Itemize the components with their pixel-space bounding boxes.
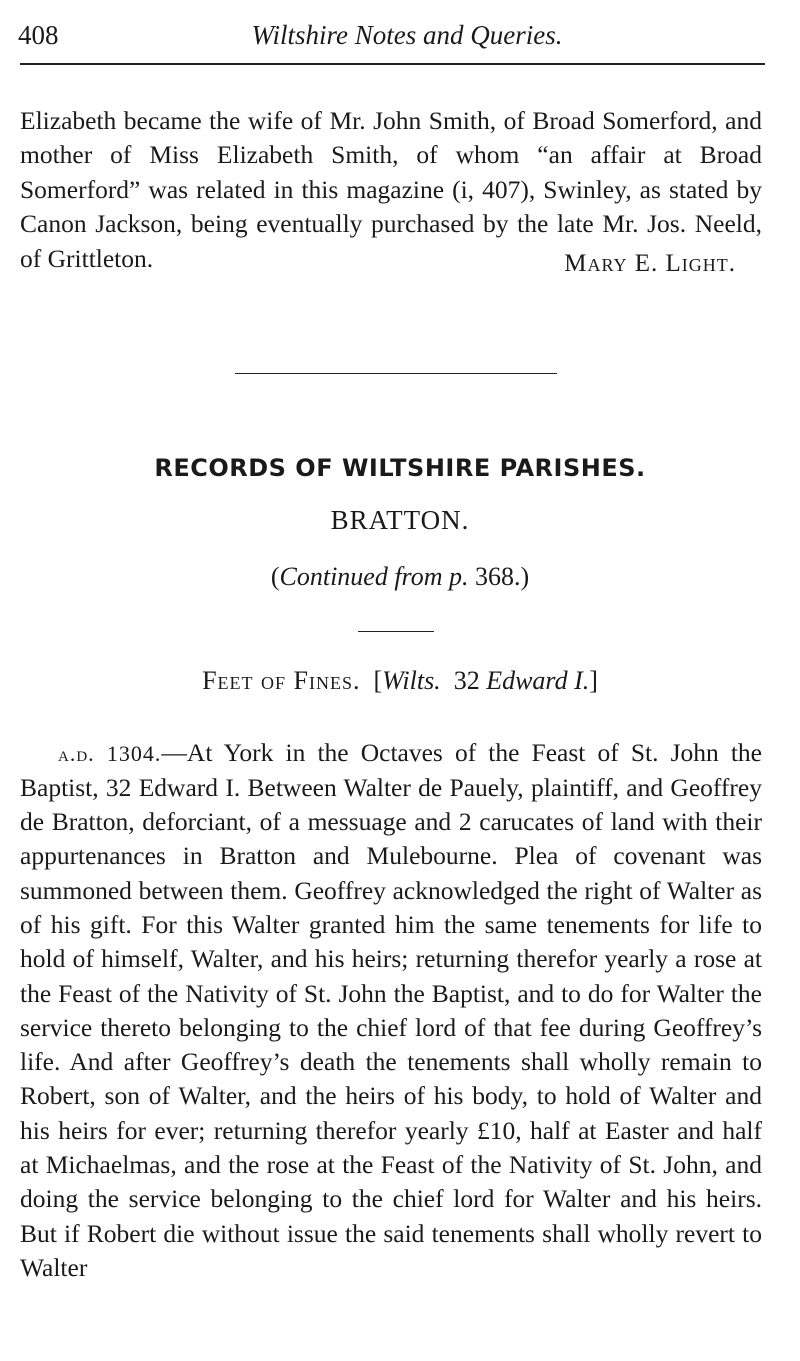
fines-label: Feet of Fines. [202,666,361,695]
parish-name: BRATTON. [330,505,470,535]
continued-open: ( [270,562,280,591]
entry-date: a.d. 1304. [58,740,162,766]
entry-text: —At York in the Octaves of the Feast of St. John the Baptist, 32 Edward I. Between Walter de Pauely, plaintiff, and Geoffrey de Bratton, deforciant, of a messuage and 2 carucates of land with their appurtenances in Bratton and Mulebourne. Plea of covenant was summoned between them. Geoffrey acknowledged the right of Walter as of his gift. For this Walter granted him the same tenements for life to hold of himself, Walter, and his heirs; returning therefor yearly a rose at the Feast of the Nativity of St. John the Baptist, and to do for Walter the service thereto belonging to the chief lord of that fee during Geoffrey’s life. And after Geoffrey’s death the tenements shall wholly remain to Robert, son of Walter, and the heirs of his body, to hold of Walter and his heirs for ever; returning therefor yearly £10, half at Easter and half at Michaelmas, and the rose at the Feast of the Nativity of St. John, and doing the service belonging to the chief lord for Walter and his heirs. But if Robert die without issue the said tenements shall wholly revert to Walter [20,737,762,1282]
header-rule [20,63,765,65]
fines-bracket-open: [ [373,666,383,695]
fines-bracket-close: ] [589,666,598,695]
section-separator-rule [235,373,557,374]
continued-page: 368.) [468,562,530,591]
section-heading: RECORDS OF WILTSHIRE PARISHES. [154,454,646,482]
continued-note [0,562,800,592]
letter-paragraph: Elizabeth became the wife of Mr. John Smith, of Broad Somerford, and mother of Miss Elizabeth Smith, of whom “an affair at Broad Somerford” was related in this magazine (i, 407), Swinley, as stated by Canon Jackson, being eventually purchased by the late Mr. Jos. Neeld, of Grittleton. [20,105,762,273]
page-number: 408 [18,20,59,50]
short-rule [358,631,434,632]
fines-ref-county: Wilts. [382,666,441,695]
running-head [18,14,766,54]
continued-italic: Continued from p. [279,562,469,591]
letter-signature: Mary E. Light. [564,250,736,277]
fines-ref-number: 32 [453,666,480,695]
fine-entry-paragraph [20,736,762,1286]
fines-heading [0,666,800,696]
fines-ref-reign: Edward I. [486,666,590,695]
journal-title: Wiltshire Notes and Queries. [251,20,563,50]
